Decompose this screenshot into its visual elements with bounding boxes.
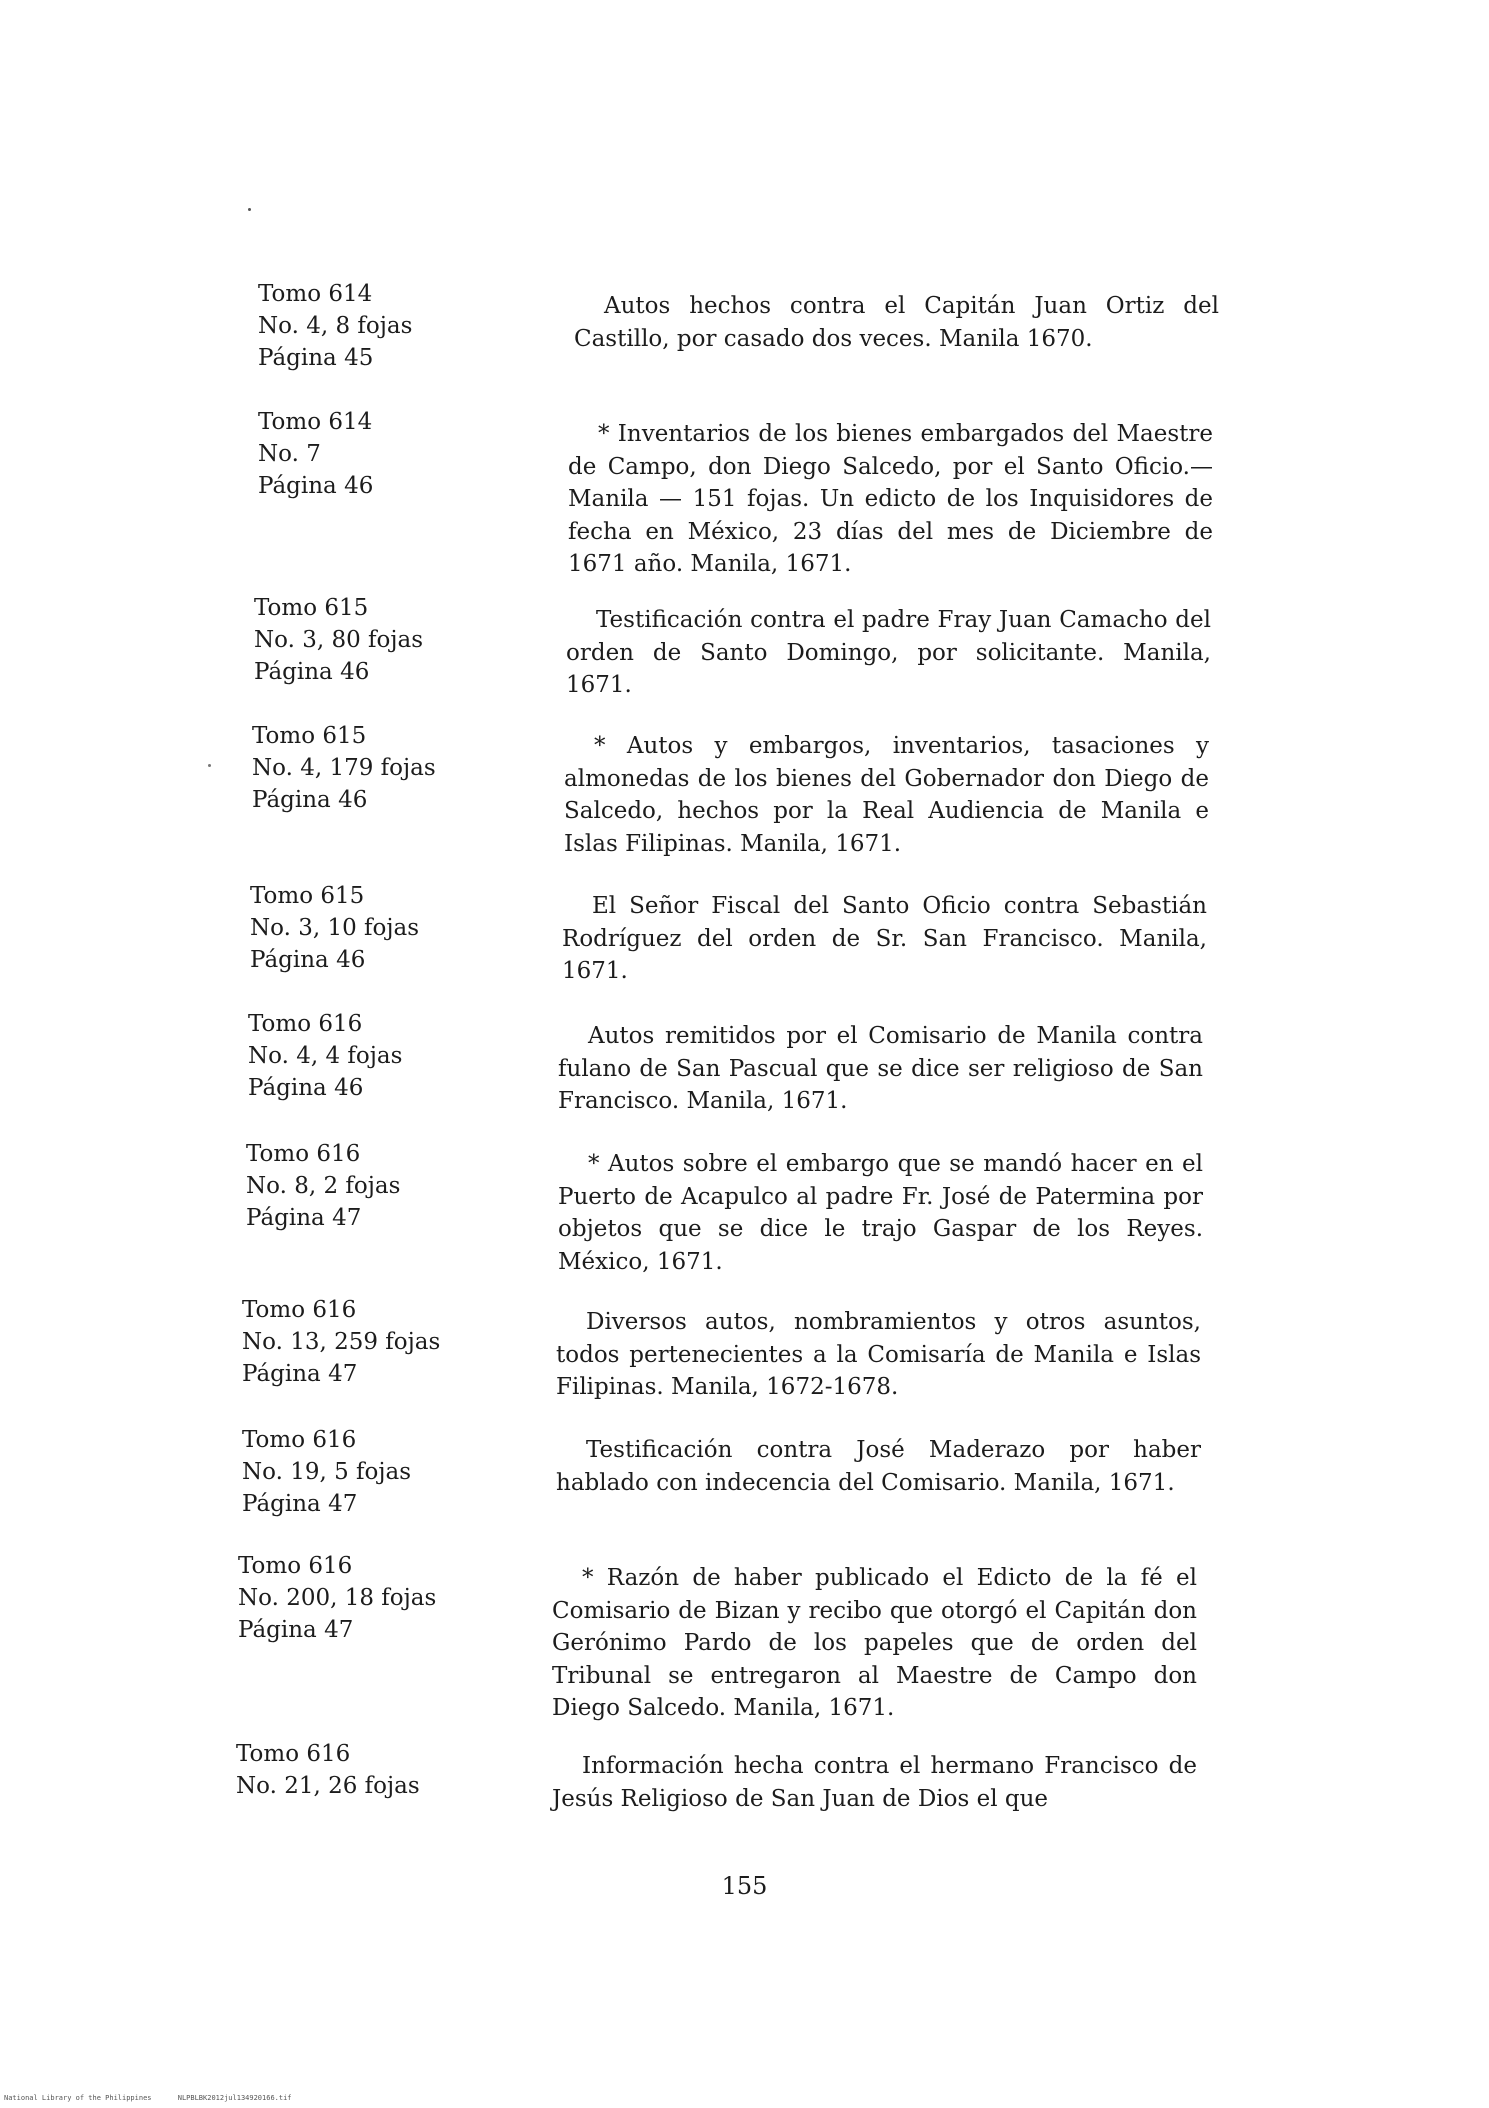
entry-description [558,1020,1203,1118]
scan-speck [248,208,251,211]
tomo-label: Tomo 615 [250,883,365,909]
entry-reference [258,278,412,374]
tomo-label: Tomo 616 [246,1141,361,1167]
number-label: No. 19, 5 fojas [242,1459,412,1485]
entry-description [552,1562,1197,1725]
number-label: No. 7 [258,441,321,467]
page-label: Página 46 [248,1075,364,1101]
entry-reference [254,592,423,688]
tomo-label: Tomo 616 [242,1297,357,1323]
tomo-label: Tomo 616 [248,1011,363,1037]
page-label: Página 46 [258,473,374,499]
entry-reference [242,1294,440,1390]
entry-text: Autos hechos contra el Capitán Juan Ortiz del Castillo, por casado dos veces. Manila 1670. [574,293,1219,352]
entry-text: Información hecha contra el hermano Francisco de Jesús Religioso de San Juan de Dios el que [552,1753,1197,1812]
entry-reference [248,1008,402,1104]
scan-footer [4,2094,314,2102]
entry-reference [246,1138,400,1234]
page-label: Página 47 [242,1491,358,1517]
tomo-label: Tomo 616 [236,1741,351,1767]
entry-description [558,1148,1203,1278]
footer-library: National Library of the Philippines [4,2094,152,2102]
entry-text: Testificación contra José Maderazo por haber hablado con indecencia del Comisario. Manila, 1671. [556,1437,1201,1496]
entry-description [574,290,1219,355]
entry-description [562,890,1207,988]
entry-text: Diversos autos, nombramientos y otros asuntos, todos pertenecientes a la Comisaría de Manila e Islas Filipinas. Manila, 1672-1678. [556,1309,1201,1400]
tomo-label: Tomo 616 [242,1427,357,1453]
entry-reference [250,880,419,976]
number-label: No. 4, 179 fojas [252,755,436,781]
entry-reference [236,1738,420,1802]
entry-reference [242,1424,411,1520]
number-label: No. 4, 4 fojas [248,1043,403,1069]
number-label: No. 200, 18 fojas [238,1585,437,1611]
entry-text: * Autos y embargos, inventarios, tasaciones y almonedas de los bienes del Gobernador don Diego de Salcedo, hechos por la Real Audiencia de Manila e Islas Filipinas. Manila, 1671. [564,733,1209,857]
entry-reference [258,406,373,502]
number-label: No. 4, 8 fojas [258,313,413,339]
page-label: Página 46 [252,787,368,813]
number-label: No. 21, 26 fojas [236,1773,420,1799]
entry-description [564,730,1209,860]
tomo-label: Tomo 615 [254,595,369,621]
page-label: Página 45 [258,345,374,371]
number-label: No. 3, 80 fojas [254,627,424,653]
entry-reference [238,1550,436,1646]
tomo-label: Tomo 615 [252,723,367,749]
entry-description [556,1306,1201,1404]
number-label: No. 13, 259 fojas [242,1329,441,1355]
entry-text: Testificación contra el padre Fray Juan Camacho del orden de Santo Domingo, por solicitante. Manila, 1671. [566,607,1211,698]
scan-speck [208,764,211,767]
tomo-label: Tomo 614 [258,281,373,307]
entry-text: * Autos sobre el embargo que se mandó hacer en el Puerto de Acapulco al padre Fr. José de Patermina por objetos que se dice le trajo Gaspar de los Reyes. México, 1671. [558,1151,1203,1275]
page-label: Página 47 [242,1361,358,1387]
entry-description [552,1750,1197,1815]
tomo-label: Tomo 616 [238,1553,353,1579]
tomo-label: Tomo 614 [258,409,373,435]
entry-description [556,1434,1201,1499]
entry-text: El Señor Fiscal del Santo Oficio contra Sebastián Rodríguez del orden de Sr. San Francisco. Manila, 1671. [562,893,1207,984]
entry-text: Autos remitidos por el Comisario de Manila contra fulano de San Pascual que se dice ser religioso de San Francisco. Manila, 1671. [558,1023,1203,1114]
page-label: Página 47 [246,1205,362,1231]
footer-file-id: NLPBLBK2012jul134920166.tif [177,2094,292,2102]
page-label: Página 46 [254,659,370,685]
number-label: No. 8, 2 fojas [246,1173,401,1199]
page-label: Página 47 [238,1617,354,1643]
number-label: No. 3, 10 fojas [250,915,420,941]
entry-reference [252,720,436,816]
page-number: 155 [721,1872,768,1900]
entry-description [566,604,1211,702]
page-label: Página 46 [250,947,366,973]
entry-description [568,418,1213,581]
entry-text: * Inventarios de los bienes embargados del Maestre de Campo, don Diego Salcedo, por el Santo Oficio.—Manila — 151 fojas. Un edicto de los Inquisidores de fecha en México, 23 días del mes de Diciembre de 1671 año. Manila, 1671. [568,421,1213,577]
entry-text: * Razón de haber publicado el Edicto de la fé el Comisario de Bizan y recibo que otorgó el Capitán don Gerónimo Pardo de los papeles que de orden del Tribunal se entregaron al Maestre de Campo don Diego Salcedo. Manila, 1671. [552,1565,1197,1721]
